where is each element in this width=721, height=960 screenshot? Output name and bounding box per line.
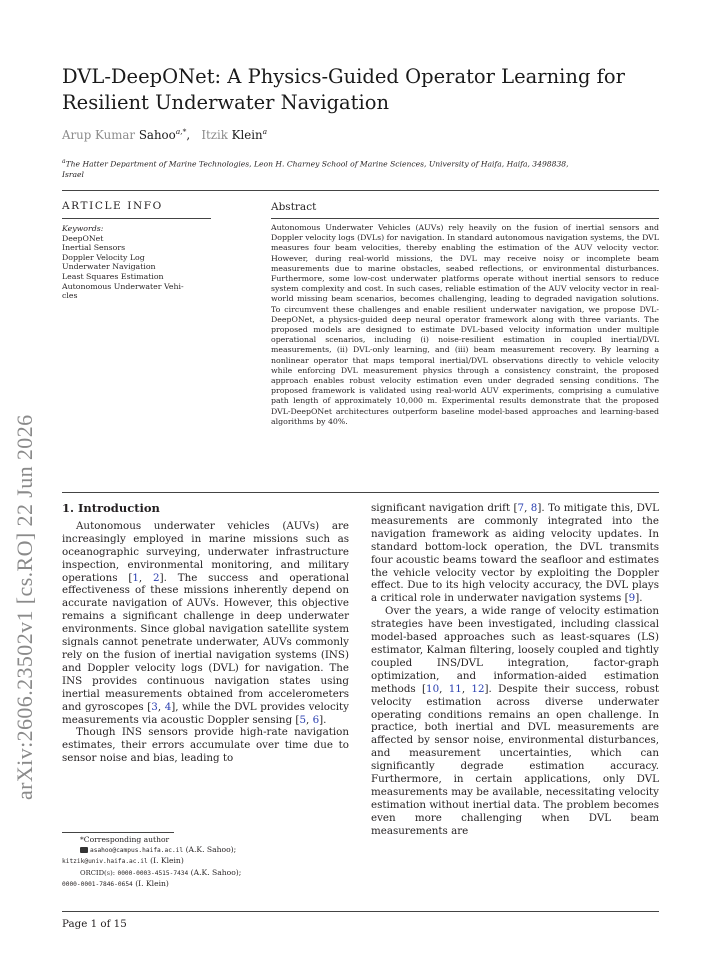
paragraph-text: Autonomous underwater vehicles (AUVs) are increasingly employed in marine missions such as oceanographic surveying, underwater infrastructure inspection, environmental monitoring, and military operations [ xyxy=(62,519,349,584)
citation-link[interactable]: 9 xyxy=(628,592,636,605)
orcid-owner: (I. Klein) xyxy=(135,878,169,888)
orcid-owner: (A.K. Sahoo); xyxy=(190,867,242,877)
citation-link[interactable]: 6 xyxy=(312,713,320,726)
abstract-bottom-divider xyxy=(62,492,659,493)
orcid-line-2 xyxy=(62,879,362,890)
arxiv-identifier-stamp: arXiv:2606.23502v1 [cs.RO] 22 Jun 2026 xyxy=(12,414,37,800)
citation-link[interactable]: 11 xyxy=(448,682,462,695)
envelope-icon xyxy=(80,847,88,853)
abstract-divider xyxy=(271,218,659,219)
orcid-link[interactable]: 0000-0001-7846-0654 xyxy=(62,880,133,888)
author-2[interactable] xyxy=(201,128,267,142)
citation-link[interactable]: 4 xyxy=(164,700,172,713)
left-column xyxy=(62,502,349,765)
intro-paragraph-3 xyxy=(371,502,659,605)
citation-link[interactable]: 7 xyxy=(517,502,525,514)
author-given-name: Arup Kumar xyxy=(62,127,136,142)
abstract-text: Autonomous Underwater Vehicles (AUVs) rely heavily on the fusion of inertial sensors and Doppler velocity logs (DVLs) for navigation. In standard autonomous navigation systems, the DVL measures four beam velocities, thereby enabling the estimation of the AUV velocity vector. However, during real-world missions, the DVL may receive noisy or incomplete beam measurements due to marine obstacles, seabed reflections, or environmental disturbances. Furthermore, some low-cost underwater platforms operate without inertial sensors to reduce system complexity and cost. In such cases, reliable estimation of the AUV velocity vector in real-world missing beam scenarios, becomes challenging, leading to degraded navigation solutions. To circumvent these challenges and enable resilient underwater navigation, we propose DVL-DeepONet, a physics-guided deep neural operator framework along with three variants. The proposed models are designed to estimate DVL-based velocity information under multiple operational scenarios, including (i) noise-resilient estimation in coupled inertial/DVL measurements, (ii) DVL-only learning, and (iii) beam measurement recovery. By learning a nonlinear operator that maps temporal inertial/DVL observations directly to vehicle velocity while enforcing DVL measurement physics through a consistency constraint, the proposed approach enables robust velocity estimation even under degraded sensing conditions. The proposed framework is validated using real-world AUV experiments, comprising a cumulative path length of approximately 10,000 m. Experimental results demonstrate that the proposed DVL-DeepONet architectures outperform baseline model-based approaches and learning-based algorithms by 40%. xyxy=(271,223,659,426)
citation-link[interactable]: 2 xyxy=(153,571,160,584)
keyword-item: Least Squares Estimation xyxy=(62,271,164,281)
email-owner: (A.K. Sahoo); xyxy=(185,845,237,855)
email-line-1 xyxy=(62,845,362,856)
keyword-item: Autonomous Underwater Vehi- xyxy=(62,281,184,291)
keyword-item: Underwater Navigation xyxy=(62,262,156,272)
page-number: Page 1 of 15 xyxy=(62,918,127,930)
paragraph-text: Over the years, a wide range of velocity estimation strategies have been investigated, including classical model-based approaches such as least-squares (LS) estimator, Kalman filtering, loosely coupled and tightly coupled INS/DVL integration, factor-graph optimization, and information-aided estimation methods [ xyxy=(371,605,659,695)
article-info-heading: ARTICLE INFO xyxy=(62,200,163,212)
author-1[interactable] xyxy=(62,128,201,142)
paragraph-text: , xyxy=(439,682,449,695)
intro-paragraph-4 xyxy=(371,605,659,837)
section-heading-introduction: 1. Introduction xyxy=(62,501,160,515)
affiliation-mark: a xyxy=(62,158,66,165)
keywords-label: Keywords: xyxy=(62,224,104,233)
author-affiliation-mark: a,* xyxy=(175,127,187,136)
affiliation-text: The Hatter Department of Marine Technologies, Leon H. Charney School of Marine Sciences, University of Haifa, Haifa, 3498838, Israel xyxy=(62,159,569,179)
email-link[interactable]: asahoo@campus.haifa.ac.il xyxy=(90,847,184,855)
paper-title: DVL-DeepONet: A Physics-Guided Operator Learning for Resilient Underwater Navigation xyxy=(62,65,625,114)
citation-link[interactable]: 1 xyxy=(132,571,139,584)
right-column xyxy=(371,502,659,838)
paragraph-text: , xyxy=(306,713,313,726)
author-separator: , xyxy=(186,127,198,142)
orcid-line-1 xyxy=(62,868,362,879)
paragraph-text: ]. xyxy=(319,713,327,726)
keyword-item: DeepONet xyxy=(62,233,104,243)
email-line-2 xyxy=(62,856,362,867)
author-list xyxy=(62,127,267,142)
email-owner: (I. Klein) xyxy=(150,856,184,866)
citation-link[interactable]: 8 xyxy=(530,502,538,514)
footer-divider xyxy=(62,911,659,912)
author-family-name: Sahoo xyxy=(138,127,176,142)
citation-link[interactable]: 5 xyxy=(299,713,307,726)
paragraph-text: , xyxy=(461,682,472,695)
article-info-divider xyxy=(62,218,211,219)
keyword-item: Doppler Velocity Log xyxy=(62,252,145,262)
citation-link[interactable]: 10 xyxy=(426,682,440,695)
author-given-name: Itzik xyxy=(201,127,228,142)
footnotes xyxy=(62,835,362,890)
abstract-heading: Abstract xyxy=(271,201,317,213)
paragraph-text: ]. The success and operational effectiveness of these missions inherently depend on accurate navigation of AUVs. However, this objective remains a significant challenge in deep underwater environments. Since global navigation satellite system signals cannot penetrate underwater, AUVs commonly rely on the fusion of inertial navigation systems (INS) and Doppler velocity logs (DVL) for navigation. The INS provides continuous navigation states using inertial measurements obtained from accelerometers and gyroscopes [ xyxy=(62,571,349,713)
header-divider xyxy=(62,190,659,191)
keyword-item: Inertial Sensors xyxy=(62,243,126,253)
orcid-label: ORCID(s): xyxy=(80,868,116,877)
citation-link[interactable]: 12 xyxy=(471,682,485,695)
intro-paragraph-2 xyxy=(62,726,349,765)
paragraph-text: ], while the DVL provides velocity measurements via acoustic Doppler sensing [ xyxy=(62,700,349,726)
orcid-link[interactable]: 0000-0003-4515-7434 xyxy=(117,869,189,877)
paragraph-text: ]. To mitigate this, DVL measurements are commonly integrated into the navigation framework as aiding velocity updates. In standard bottom-lock operation, the DVL transmits four acoustic beams toward the seafloor and estimates the vehicle velocity vector by exploiting the Doppler effect. Due to its high velocity accuracy, the DVL plays a critical role in underwater navigation systems [ xyxy=(371,502,659,605)
intro-paragraph-1 xyxy=(62,520,349,727)
footnote-rule xyxy=(62,832,174,833)
paragraph-text: ]. Despite their success, robust velocity estimation across diverse underwater operating conditions remains an open challenge. In practice, both inertial and DVL measurements are affected by sensor noise, environmental disturbances, and measurement uncertainties, which can significantly degrade estimation accuracy. Furthermore, in certain applications, only DVL measurements may be available, necessitating velocity estimation without inertial data. The problem becomes even more challenging when DVL beam measurements are xyxy=(371,682,659,837)
paragraph-text: ]. xyxy=(635,592,643,605)
paragraph-text: , xyxy=(157,700,165,713)
paragraph-text: Though INS sensors provide high-rate navigation estimates, their errors accumulate over time due to sensor noise and bias, leading to xyxy=(62,726,349,765)
citation-link[interactable]: 3 xyxy=(151,700,158,713)
corresponding-author-note: *Corresponding author xyxy=(80,835,170,844)
author-family-name: Klein xyxy=(231,127,263,142)
paragraph-text: , xyxy=(138,571,154,584)
paragraph-text: significant navigation drift [ xyxy=(371,502,518,514)
keyword-item: cles xyxy=(62,291,78,301)
author-affiliation-mark: a xyxy=(262,127,268,136)
paragraph-text: , xyxy=(524,502,531,514)
affiliation xyxy=(62,157,582,180)
keywords-block xyxy=(62,224,212,301)
email-link[interactable]: kitzik@univ.haifa.ac.il xyxy=(62,858,148,866)
